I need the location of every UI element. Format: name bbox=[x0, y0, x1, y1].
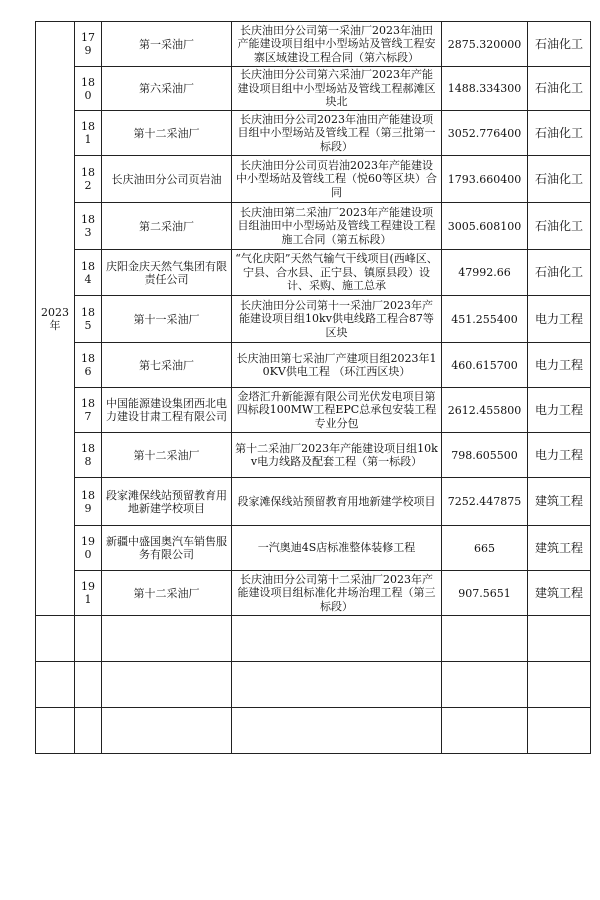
category-cell: 石油化工 bbox=[528, 22, 591, 67]
unit-cell: 庆阳金庆天然气集团有限责任公司 bbox=[102, 250, 232, 296]
row-number: 181 bbox=[75, 111, 102, 156]
empty-cell bbox=[75, 662, 102, 708]
amount-cell: 460.615700 bbox=[442, 343, 528, 388]
empty-cell bbox=[36, 662, 75, 708]
row-number: 188 bbox=[75, 433, 102, 478]
row-number: 185 bbox=[75, 296, 102, 343]
table-row bbox=[36, 156, 591, 203]
amount-cell: 3052.776400 bbox=[442, 111, 528, 156]
project-cell: 长庆油田第七采油厂产建项目组2023年10KV供电工程 （环江西区块） bbox=[232, 343, 442, 388]
amount-cell: 2875.320000 bbox=[442, 22, 528, 67]
amount-cell: 1488.334300 bbox=[442, 67, 528, 111]
category-cell: 石油化工 bbox=[528, 111, 591, 156]
category-cell: 电力工程 bbox=[528, 343, 591, 388]
unit-cell: 第十一采油厂 bbox=[102, 296, 232, 343]
project-cell: 一汽奥迪4S店标准整体装修工程 bbox=[232, 526, 442, 571]
unit-cell: 第六采油厂 bbox=[102, 67, 232, 111]
project-cell: 长庆油田分公司页岩油2023年产能建设中小型场站及管线工程（悦60等区块）合同 bbox=[232, 156, 442, 203]
table-row bbox=[36, 67, 591, 111]
category-cell: 石油化工 bbox=[528, 156, 591, 203]
unit-cell: 第十二采油厂 bbox=[102, 571, 232, 616]
amount-cell: 1793.660400 bbox=[442, 156, 528, 203]
project-cell: 长庆油田分公司第十二采油厂2023年产能建设项目组标准化井场治理工程（第三标段） bbox=[232, 571, 442, 616]
empty-cell bbox=[75, 616, 102, 662]
project-cell: 段家滩保线站预留教育用地新建学校项目 bbox=[232, 478, 442, 526]
row-number: 187 bbox=[75, 388, 102, 433]
unit-cell: 第二采油厂 bbox=[102, 203, 232, 250]
empty-row bbox=[36, 616, 591, 662]
amount-cell: 665 bbox=[442, 526, 528, 571]
unit-cell: 第七采油厂 bbox=[102, 343, 232, 388]
category-cell: 电力工程 bbox=[528, 433, 591, 478]
row-number: 183 bbox=[75, 203, 102, 250]
project-cell: 第十二采油厂2023年产能建设项目组10kv电力线路及配套工程（第一标段） bbox=[232, 433, 442, 478]
table-row bbox=[36, 296, 591, 343]
table-row bbox=[36, 250, 591, 296]
table-row bbox=[36, 343, 591, 388]
unit-cell: 第十二采油厂 bbox=[102, 111, 232, 156]
row-number: 190 bbox=[75, 526, 102, 571]
amount-cell: 907.5651 bbox=[442, 571, 528, 616]
unit-cell: 新疆中盛国奥汽车销售服务有限公司 bbox=[102, 526, 232, 571]
row-number: 180 bbox=[75, 67, 102, 111]
year-cell: 2023年 bbox=[36, 22, 75, 616]
empty-cell bbox=[102, 708, 232, 754]
project-table bbox=[35, 21, 591, 754]
empty-cell bbox=[232, 662, 442, 708]
amount-cell: 47992.66 bbox=[442, 250, 528, 296]
table-row bbox=[36, 433, 591, 478]
table-row bbox=[36, 571, 591, 616]
empty-cell bbox=[102, 662, 232, 708]
project-cell: “气化庆阳”天然气输气干线项目(西峰区、宁县、合水县、正宁县、镇原县段）设计、采购、施工总承 bbox=[232, 250, 442, 296]
category-cell: 建筑工程 bbox=[528, 526, 591, 571]
empty-cell bbox=[528, 616, 591, 662]
category-cell: 建筑工程 bbox=[528, 571, 591, 616]
row-number: 179 bbox=[75, 22, 102, 67]
project-cell: 长庆油田第二采油厂2023年产能建设项目组油田中小型场站及管线工程建设工程施工合同（第五标段） bbox=[232, 203, 442, 250]
category-cell: 石油化工 bbox=[528, 203, 591, 250]
amount-cell: 3005.608100 bbox=[442, 203, 528, 250]
project-cell: 金塔汇升新能源有限公司光伏发电项目第四标段100MW工程EPC总承包安装工程专业分包 bbox=[232, 388, 442, 433]
project-cell: 长庆油田分公司第六采油厂2023年产能建设项目组中小型场站及管线工程郝滩区块北 bbox=[232, 67, 442, 111]
empty-cell bbox=[102, 616, 232, 662]
table-row bbox=[36, 111, 591, 156]
amount-cell: 2612.455800 bbox=[442, 388, 528, 433]
empty-cell bbox=[36, 616, 75, 662]
project-cell: 长庆油田分公司第十一采油厂2023年产能建设项目组10kv供电线路工程合87等区块 bbox=[232, 296, 442, 343]
table-row bbox=[36, 526, 591, 571]
amount-cell: 451.255400 bbox=[442, 296, 528, 343]
category-cell: 电力工程 bbox=[528, 388, 591, 433]
amount-cell: 798.605500 bbox=[442, 433, 528, 478]
empty-cell bbox=[232, 708, 442, 754]
row-number: 182 bbox=[75, 156, 102, 203]
empty-cell bbox=[442, 662, 528, 708]
unit-cell: 长庆油田分公司页岩油 bbox=[102, 156, 232, 203]
category-cell: 电力工程 bbox=[528, 296, 591, 343]
project-cell: 长庆油田分公司第一采油厂2023年油田产能建设项目组中小型场站及管线工程安寨区域建设工程合同（第六标段） bbox=[232, 22, 442, 67]
table-row bbox=[36, 388, 591, 433]
table-row bbox=[36, 203, 591, 250]
empty-cell bbox=[528, 662, 591, 708]
empty-row bbox=[36, 708, 591, 754]
row-number: 186 bbox=[75, 343, 102, 388]
empty-cell bbox=[232, 616, 442, 662]
project-cell: 长庆油田分公司2023年油田产能建设项目组中小型场站及管线工程（第三批第一标段） bbox=[232, 111, 442, 156]
unit-cell: 第十二采油厂 bbox=[102, 433, 232, 478]
table-row bbox=[36, 478, 591, 526]
row-number: 189 bbox=[75, 478, 102, 526]
row-number: 184 bbox=[75, 250, 102, 296]
empty-row bbox=[36, 662, 591, 708]
empty-cell bbox=[75, 708, 102, 754]
amount-cell: 7252.447875 bbox=[442, 478, 528, 526]
category-cell: 石油化工 bbox=[528, 250, 591, 296]
row-number: 191 bbox=[75, 571, 102, 616]
empty-cell bbox=[442, 616, 528, 662]
unit-cell: 中国能源建设集团西北电力建设甘肃工程有限公司 bbox=[102, 388, 232, 433]
category-cell: 石油化工 bbox=[528, 67, 591, 111]
empty-cell bbox=[528, 708, 591, 754]
category-cell: 建筑工程 bbox=[528, 478, 591, 526]
empty-cell bbox=[442, 708, 528, 754]
unit-cell: 第一采油厂 bbox=[102, 22, 232, 67]
empty-cell bbox=[36, 708, 75, 754]
unit-cell: 段家滩保线站预留教育用地新建学校项目 bbox=[102, 478, 232, 526]
table-row bbox=[36, 22, 591, 67]
